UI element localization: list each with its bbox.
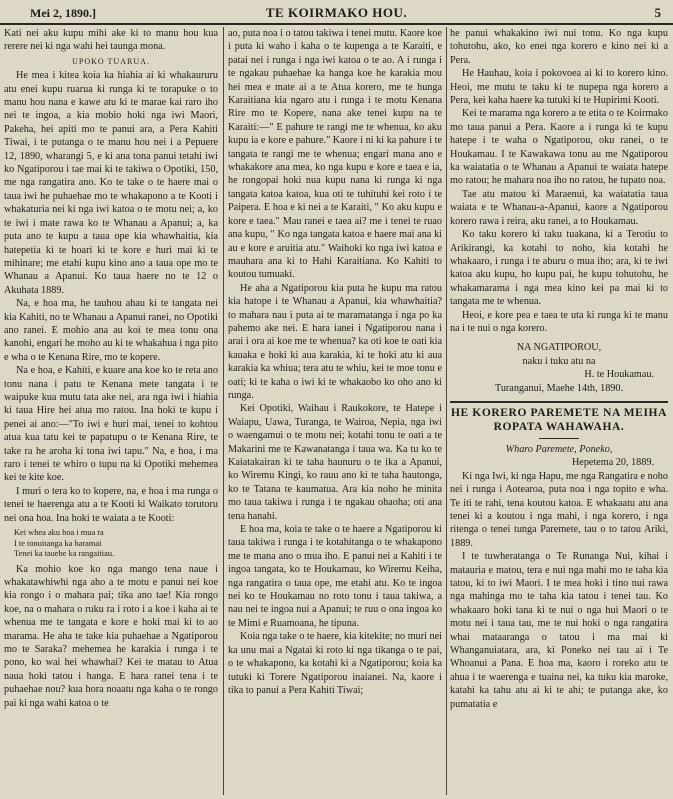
column-2 <box>228 27 442 795</box>
signature-line: naku i tuku atu na <box>522 355 596 367</box>
signature-name: NA NGATIPOROU, <box>516 342 602 354</box>
paragraph: Na e hoa, e Kahiti, e kuare ana koe ko te reta ano tonu nana i patu te Kenana mete tangata i te waipuke kua mutu tata ake nei, ara nga iwi i hiahia ki taua Hire hei atua mo ratou. Ina hoki te kupu i penei ai ano:—"To iwi e huri mai, tenei to kohtou atua kua tatu kei te papatupu o te Kenana Rire, te take ra he aroha ki tona iwi tapu." Na, e hoa, i ma raro i tenei te whiro o tupu na ki Opotiki mehemea kei te kite koe. <box>4 365 218 484</box>
paragraph: Na, e hoa ma, he tauhou ahau ki te tangata nei kia Kahiti, no te Whanau a Apanui ranei, no Opotiki ano ranei. E mohio ana au koi te mea tonu ona kanohi, engari he moho au ki te whakahua i nga pito e wha o te Kenana Rire, mo te kopere. <box>4 298 218 363</box>
paragraph: E hoa ma, koia te take o te haere a Ngatiporou ki taua takiwa i runga i te kotahitanga o te whakapono me te mana ano o mua iho. E panui nei a Kahiti i te ingoa tangata, ko te Houkamau, ko Wiremu Keiha, nga rangatira o taua ope, me etahi atu. Ko te ingoa nei ko te Houkamau no roto tonu i taua takiwa, a nau nei te ingoa nui a Apanui; te ruu o ona ingoa ko te Mimi e Ruamoana, he tipuna. <box>228 524 442 629</box>
page-header <box>0 0 673 24</box>
dateline: Wharo Paremete, Poneko, <box>505 443 613 455</box>
short-rule <box>539 438 579 439</box>
paragraph: I muri o tera ko to kopere, na, e hoa i ma runga o tenei te haerenga atu a te Kooti ki Waikato torutoru nei ona hoa. Ina hoki te waiata a te Kooti: <box>4 485 218 524</box>
quote-line: Kei whea aku hoa i mua ra <box>14 528 104 538</box>
waiata-quote <box>14 528 218 560</box>
dateline-date: Hepetema 20, 1889. <box>571 457 654 469</box>
newspaper-title: TE KOIRMAKO HOU. <box>265 5 408 20</box>
section-subhead: UPOKO TUARUA. <box>72 56 150 66</box>
signature-place-date: Turanganui, Maehe 14th, 1890. <box>494 382 624 394</box>
paragraph: he panui whakakino iwi nui tonu. Ko nga kupu tohutohu, ako, ko enei nga korero e kino nei ki a Pera. <box>450 28 668 66</box>
paragraph: Tae atu matou ki Maraenui, ka waiatatia taua waiata e te Whanau-a-Apanui, kaore a Ngatiporou korero rawa i reira, aku ranei, a to Houkamau. <box>450 188 668 227</box>
issue-date: Mei 2, 1890.] <box>30 6 96 20</box>
paragraph: ao, puta noa i o tatou takiwa i tenei mutu. Kaore koe i puta ki waho i kaha o te kupenga a te Karaiti, e patai nei i runga i nga iwi katoa o te ao. A i runga i te ngakau puhaehae ka hanga koe he karakia mou hei mea e mate ai a te Atua korero, me te hunga Karaitiana kia ngaro atu i runga i te motu Kenana Rire mo te Kopere, nana ake tenei kupu na te Karaiti:—" E pahure te rangi me te whenua, ko aku kupu ia e kore e pahure." Kaore i ni ki ka pahure i te tangata te rangi me te whenua; engari mana ano e whakakore ana mea, ko nga kupu e kore e taea e ia, he rongopai hoki nua kupu nana ki runga ki nga tangata katoa katoa, kua oti te tuhituhi kei roto i te Paipera. E hoa e ki nei a te Karaiti, " Ko aku kupu e kore e taea." Mau ranei e taea ai? me i tenei te ruao ana kupu, " Ko nga tangata katoa e haere mai ana ki au e kore e aruitia atu." Waihoki ko nga iwi katoa e mauhara ana ki to Hahi Karaitiana. Ko Kahiti to koutou tumuaki. <box>228 28 442 281</box>
column-divider <box>446 27 447 795</box>
paragraph: Kati nei aku kupu mihi ake ki to manu hou kua rerere nei ki nga wahi hei taunga mona. <box>4 28 218 53</box>
column-1 <box>4 27 218 795</box>
paragraph: Kei Opotiki, Waihau i Raukokore, te Hatepe i Waiapu, Uawa, Turanga, te Wairoa, Nepia, nga iwi o waengamui o te motu nei; kotahi tonu te oati a te Makarini me te Kawanatanga i taua wa. Ka tu ko te Kaiatakairan ki te taha haunuru o te ika a Apanui, ko Wiremu Kingi, ko rauu ano ki te taha hautonga, ko te Tatana te kaumatua. Ara kia noho he minita mo taua takiwa i runga i te ngakau ohaoha; oti ana tena hanahi. <box>228 403 442 522</box>
column-3 <box>450 27 668 795</box>
paragraph: Koia nga take o te haere, kia kitekite; no muri nei ka unu mai a Ngatai ki roto ki nga tikanga o te pai, o te whakapono, ka kotahi ki a Ngatiporou; koia ka tutuki ki Torere Ngatiporou inaianei. Na, kaore i tika to panui a Pera Kahiti Tiwai; <box>228 631 442 696</box>
paragraph: Kei te marama nga korero a te etita o te Koirmako mo taua panui a Pera. Kaore a i runga ki te kupu hatepe i te waha o Ngatiporou, oku ranei, o te Houkamau. I te Kawakawa tonu au me Ngatiporou ka waiatatia o te Whanau a Apanui te waiata hatepe mo ratou; he mahara noa iho no ratou, he tupato noa. <box>450 108 668 187</box>
signature-author: H. te Houkamau. <box>584 369 654 381</box>
article-rule <box>450 401 668 403</box>
paragraph: Heoi, e kore pea e taea te uta ki runga ki te manu na i te nui o nga korero. <box>450 309 668 334</box>
header-rule <box>0 23 673 25</box>
paragraph: He Hauhau, koia i pokovoea ai ki to korero kino. Heoi, me mutu te taku ki te nupepa nga korero a Pera, kei kaha haere ka tutuki ki te Hupirimi Kooti. <box>450 68 668 107</box>
paragraph: I te tuwheratanga o Te Runanga Nui, kihai i matauria e matou, tera e nui nga mahi mo te taha kia tatou, ki to iwi Maori. I te mea hoki i tino nui rawa nga mahinga mo te taha kia tatou i tenei tau. Ko whakaaro hoki tana ki te nui o nga hui Maori o te motu nei i taua tau, me te nui hoki o nga rangatira whai mataaranga o tatou i ma mai ki Whanganuiatara, ara, ki Poneko nei tau ai i Te Whoanui a Pana. E hoa ma, kaoro i roreko atu te ahua i te waerenga e tuaina nei, ka tuku kia maroke, katahi ka tahu atu ai ki te ahi; te putanga ake, ko pumatatia e <box>450 551 668 710</box>
quote-line: Tenei ka tauehe ka rangaitiau. <box>14 549 115 559</box>
page-number: 5 <box>654 5 661 20</box>
paragraph: He aha a Ngatiporou kia puta he kupu ma ratou kia hatope i te Whanau a Apanui, kia whawhaitia? to mahara nau i puta ai te maramatanga i nga po ka pahemo ake nei. E hara ianei i Ngatiporou nana i arai i ora ai koe me te whenua? ka oti koe te oati kia kauaka e hoki ki aua karakia, ki te hoki atu ki aua karakia ka whiua; tera atu te whiu, kei te moe tonu e oati; ki te kaha o iwi ki te whakaobo ko oho ano ki runga. <box>228 282 442 401</box>
column-divider <box>223 27 224 795</box>
article-title: HE KORERO PAREMETE NA MEIHA ROPATA WAHAWAHA. <box>451 406 667 433</box>
paragraph: Ko taku korero ki taku tuakana, ki a Terotiu to Arikirangi, ka kotahi to noho, kia kotahi he whakaaro, i runga i te aburu o mua iho; ara, ki te iwi katoa aku kupu, ho kupu pai, he kupu tohutohu, he whakamarama i nga mea kino kei pa mai ki to tangata me te whenua. <box>450 229 668 308</box>
paragraph: Ki nga Iwi, ki nga Hapu, me nga Rangatira e noho nei i runga i Aotearoa, puta noa i nga topito e wha. Te iti te rahi, tena koutou katoa. E whakaatu atu ana tenei ki a koutou i nga mahi, i nga korero, i nga ritenga o tenei tunga Paremete, tau o to tatou Ariki, 1889. <box>450 470 668 549</box>
quote-line: I te tonuitanga ka haramai <box>14 538 102 548</box>
paragraph: He mea i kitea koia ka hiahia ai ki whakaururu atu enei kupu ruarua ki runga ki te torapuke o to manu hou nana e kawe atu ki te marae kai raro iho nei te ingoa, a kia mobio hoki nga iwi Maori, Pakeha, hei apiti mo te panui ara, a Pera Kahiti Tiwai, i te putanga o te manu hou nei i a Pepuere 12, 1890, wharangi 5, e ki ana tona panui tetahi iwi ko Ngatiporou i tae mai ki te takiwa o Opotiki, 150, me nga rangatira ano. Ko te take o te haere mai o taua iwi he puhaehae mo te whakapono a te Kooti i whakaturia nei ki nga iwi katoa o te motu nei; a, ko te iwi i mate rawa ko te Whanau a Apanui; a, ka puta ano te kupu a taua ope kia whawhaitia, kia hatepetia ki te hoari ki te kore e huri mai ki te mihinare; me etahi kupu kino ano a taua ope mo te Whanau a Apanui. Ko taua haere no te 12 o Akuhata 1889. <box>4 70 218 296</box>
paragraph: Ka mohio koe ko nga mango tena naue i whakatawhiwhi nga aho a te motu e panui nei koe kia rongo i o mahara pai; tika ano tae! Kia rongo koe, na o mahara o ruku ra i roto i a koe i kaha ai te whenua me te tangata e kore e hoki mai ki to ao marama. He aha te take kia puhaehae a Ngatiporou mo te Saraka? mehemea he karakia i runga i te pono, ko wai hei whawhai? Kei te matau to Atua naua hoki tatou i hanga. E hara ranei tena i te puhaehae nou? kua hora noaatu nga kaha o te rongo pai ki nga wahi katoa o te <box>4 563 218 709</box>
